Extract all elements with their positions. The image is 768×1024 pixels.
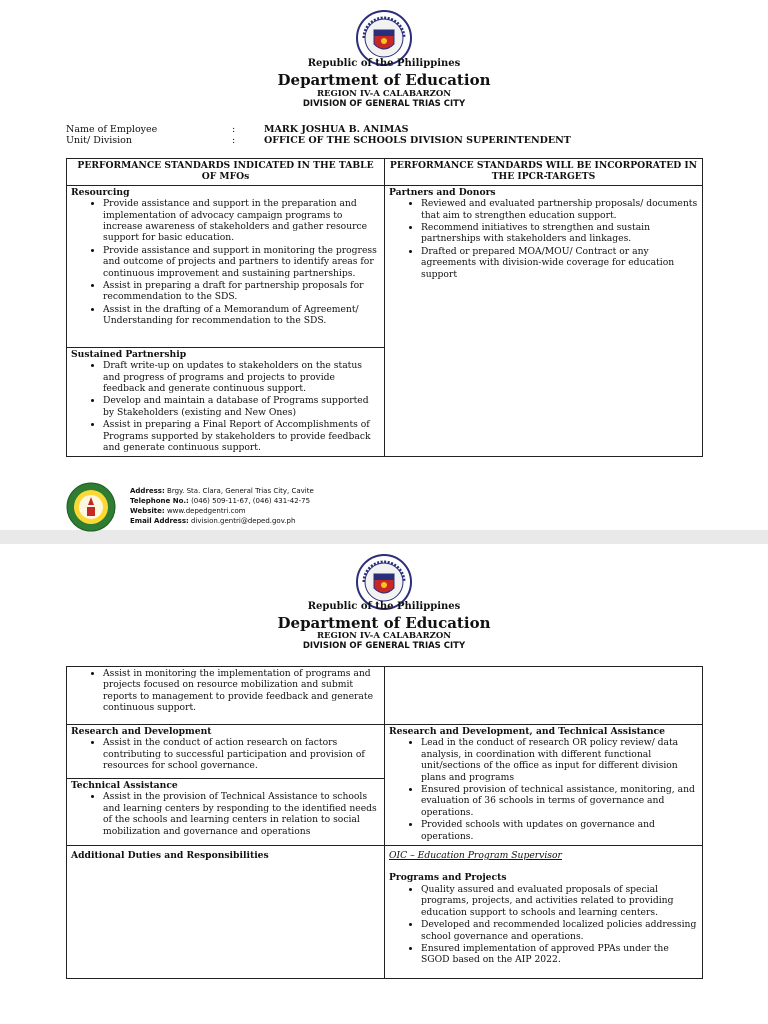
employee-name-label: Name of Employee (66, 124, 158, 135)
programs-projects-list (389, 884, 698, 966)
website-link[interactable]: www.depedgentri.com (166, 507, 246, 515)
research-list (71, 737, 380, 771)
resourcing-list (71, 198, 380, 326)
colon: : (232, 124, 236, 135)
research-ta-list (389, 737, 698, 842)
research-technical-assistance-cell (385, 725, 703, 846)
section-title-programs-projects: Programs and Projects (389, 872, 507, 884)
division-logo-icon (66, 482, 116, 532)
list-item: • Ensured provision of technical assistance, monitoring, and evaluation of 36 schools in terms of governance and operations. (421, 784, 698, 818)
partners-list (389, 198, 698, 280)
list-item: • Reviewed and evaluated partnership proposals/ documents that aim to strengthen education support. (421, 198, 698, 221)
empty-cell (385, 667, 703, 725)
list-item: • Assist in the drafting of a Memorandum of Agreement/ Understanding for recommendation to the SDS. (103, 304, 380, 327)
document-page-2 (0, 544, 768, 1024)
section-title-resourcing: Resourcing (71, 186, 130, 198)
table-header-right: PERFORMANCE STANDARDS WILL BE INCORPORATED IN THE IPCR-TARGETS (385, 159, 703, 186)
section-title-additional-duties: Additional Duties and Responsibilities (71, 850, 269, 862)
list-item: • Assist in the conduct of action research on factors contributing to successful participation and provision of resources for school governance. (103, 737, 380, 771)
email-label: Email Address: (130, 517, 189, 525)
region-heading: REGION IV-A CALABARZON (316, 631, 452, 641)
section-title-research: Research and Development (71, 726, 212, 737)
list-item: • Provide assistance and support in monitoring the progress and outcome of projects and partners to identify areas for continuous improvement and sustaining partnerships. (103, 245, 380, 279)
section-title-technical-assistance: Technical Assistance (71, 780, 178, 791)
section-title-research-ta: Research and Development, and Technical Assistance (389, 726, 665, 737)
section-title-sustained: Sustained Partnership (71, 348, 187, 360)
partners-cell (385, 185, 703, 457)
research-development-cell (67, 725, 385, 779)
list-item: • Quality assured and evaluated proposals of special programs, projects, and activities related to providing education support to schools and learning centers. (421, 884, 698, 918)
list-item: • Assist in monitoring the implementation of programs and projects focused on resource mobilization and submit reports to management to provide feedback and generate continuous support. (103, 668, 380, 714)
footer-contact (130, 486, 490, 526)
additional-duties-cell (67, 846, 385, 979)
list-item: • Provided schools with updates on governance and operations. (421, 819, 698, 842)
unit-division-value: OFFICE OF THE SCHOOLS DIVISION SUPERINTENDENT (264, 135, 571, 146)
performance-standards-table-continued (66, 666, 703, 979)
sustained-list (71, 360, 380, 453)
list-item: • Assist in the provision of Technical Assistance to schools and learning centers by responding to the identified needs of the schools and learning centers in relation to social mobilization and governance and operations (103, 791, 380, 837)
telephone-value: (046) 509-11-67, (046) 431-42-75 (191, 497, 311, 505)
republic-heading: Republic of the Philippines (307, 601, 461, 612)
list-item: • Draft write-up on updates to stakeholders on the status and progress of programs and projects to provide feedback and generate continuous support. (103, 360, 380, 394)
list-item: • Assist in preparing a Final Report of Accomplishments of Programs supported by stakeholders to provide feedback and generate continuous support. (103, 419, 380, 453)
list-item: • Develop and maintain a database of Programs supported by Stakeholders (existing and New Ones) (103, 395, 380, 418)
telephone-label: Telephone No.: (130, 497, 189, 505)
list-item: • Lead in the conduct of research OR policy review/ data analysis, in coordination with different functional unit/sections of the office as input for different division plans and programs (421, 737, 698, 783)
list-item: • Developed and recommended localized policies addressing school governance and operations. (421, 919, 698, 942)
website-label: Website: (130, 507, 165, 515)
region-heading: REGION IV-A CALABARZON (316, 89, 452, 99)
list-item: • Ensured implementation of approved PPAs under the SGOD based on the AIP 2022. (421, 943, 698, 966)
list-item: • Provide assistance and support in the preparation and implementation of advocacy campaign programs to increase awareness of stakeholders and gather resource support for basic education. (103, 198, 380, 244)
division-heading: DIVISION OF GENERAL TRIAS CITY (302, 641, 466, 651)
sustained-partnership-cell (67, 347, 385, 457)
performance-standards-table (66, 158, 703, 457)
employee-name-value: MARK JOSHUA B. ANIMAS (264, 124, 409, 135)
oic-title: OIC – Education Program Supervisor (389, 850, 562, 862)
section-title-partners: Partners and Donors (389, 186, 496, 198)
technical-assistance-list (71, 791, 380, 837)
unit-division-row (66, 135, 571, 147)
address-value: Brgy. Sta. Clara, General Trias City, Cavite (167, 487, 314, 495)
list-item: • Recommend initiatives to strengthen and sustain partnerships with stakeholders and linkages. (421, 222, 698, 245)
list-item: • Assist in preparing a draft for partnership proposals for recommendation to the SDS. (103, 280, 380, 303)
unit-division-label: Unit/ Division (66, 135, 133, 146)
address-label: Address: (130, 487, 165, 495)
resourcing-cell (67, 185, 385, 347)
list-item: • Drafted or prepared MOA/MOU/ Contract or any agreements with division-wide coverage for education support (421, 246, 698, 280)
oic-cell (385, 846, 703, 979)
continued-cell (67, 667, 385, 725)
colon: : (232, 135, 236, 146)
email-link[interactable]: division.gentri@deped.gov.ph (191, 517, 296, 525)
division-heading: DIVISION OF GENERAL TRIAS CITY (302, 99, 466, 109)
department-heading: Department of Education (277, 614, 491, 632)
table-header-left: PERFORMANCE STANDARDS INDICATED IN THE TABLE OF MFOs (67, 159, 385, 186)
continued-list (71, 668, 380, 714)
republic-heading: Republic of the Philippines (307, 58, 461, 69)
department-heading: Department of Education (277, 71, 491, 89)
technical-assistance-cell (67, 779, 385, 846)
